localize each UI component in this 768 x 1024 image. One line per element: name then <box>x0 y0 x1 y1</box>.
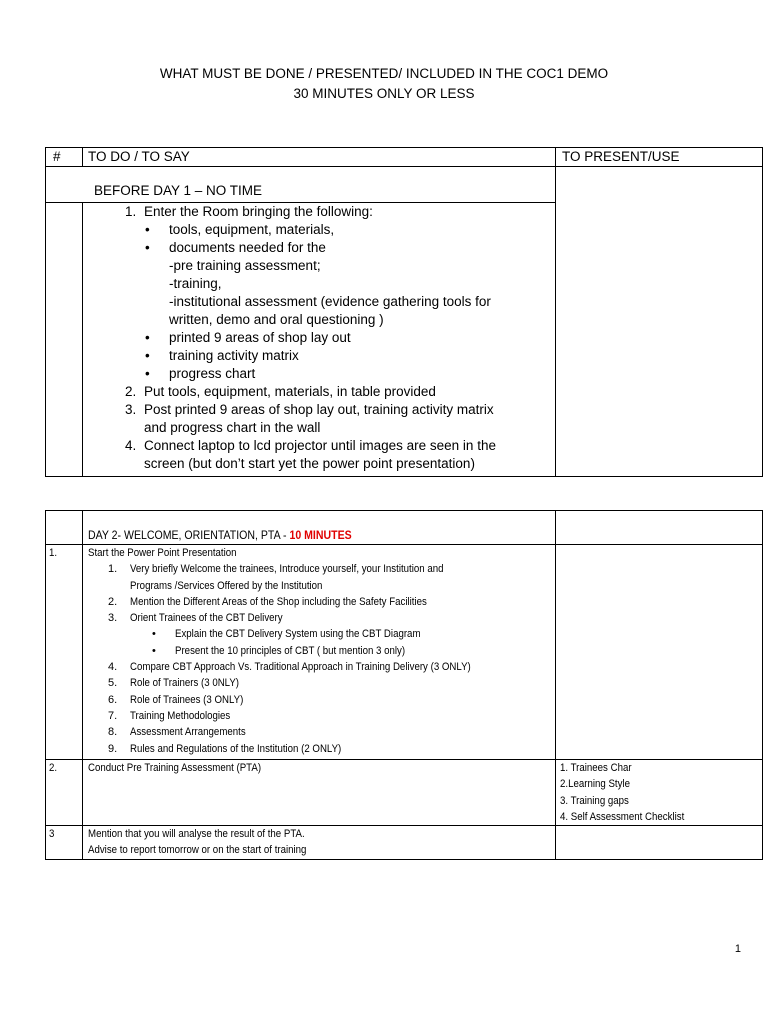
numbered-item <box>88 675 555 691</box>
item-number: 1. <box>108 563 118 576</box>
item-line <box>130 659 555 675</box>
col-header-present: TO PRESENT/USE <box>556 148 763 167</box>
row3-line <box>88 842 555 858</box>
row-num-1 <box>46 545 83 760</box>
item-line-text: Orient Trainees of the CBT Delivery <box>130 612 283 625</box>
row-num-2-text: 2. <box>49 762 58 774</box>
item-number: 3. <box>125 402 137 417</box>
bullet-item <box>83 347 555 365</box>
item-line <box>130 594 555 610</box>
row3-line-text: Mention that you will analyse the result of the PTA. <box>88 828 305 841</box>
row3-content <box>83 826 556 860</box>
present-cell-empty <box>556 826 763 860</box>
table-before-day1 <box>45 147 763 477</box>
item-line: and progress chart in the wall <box>144 420 321 435</box>
row-num-3 <box>46 826 83 860</box>
item-line <box>175 643 555 659</box>
section-before-day1: BEFORE DAY 1 – NO TIME <box>46 167 556 203</box>
bullet-icon: • <box>152 628 156 641</box>
item-line-text: Rules and Regulations of the Institution (2 ONLY) <box>130 742 342 755</box>
item-line: -pre training assessment; <box>169 258 321 273</box>
item-line-text: Role of Trainees (3 ONLY) <box>130 693 244 706</box>
item-line: -training, <box>169 276 222 291</box>
item-line: Put tools, equipment, materials, in table provided <box>144 384 436 399</box>
item-line: Post printed 9 areas of shop lay out, training activity matrix <box>144 402 494 417</box>
bullet-icon: • <box>145 240 150 255</box>
item-line <box>130 675 555 691</box>
item-line <box>130 610 555 626</box>
numbered-item <box>88 741 555 757</box>
item-number: 9. <box>108 742 118 755</box>
item-number: 5. <box>108 677 118 690</box>
col-header-todo: TO DO / TO SAY <box>83 148 556 167</box>
item-line: Enter the Room bringing the following: <box>144 204 373 219</box>
item-line-text: Assessment Arrangements <box>130 726 246 739</box>
present-item <box>560 760 762 776</box>
doc-title-line1: WHAT MUST BE DONE / PRESENTED/ INCLUDED IN THE COC1 DEMO <box>159 66 609 81</box>
numbered-item <box>88 659 555 675</box>
item-number: 6. <box>108 693 118 706</box>
bullet-item <box>83 329 555 347</box>
item-line <box>130 578 555 594</box>
num-cell-empty <box>46 511 83 545</box>
row3-line <box>88 826 555 842</box>
doc-title-line2: 30 MINUTES ONLY OR LESS <box>293 86 475 101</box>
item-line: -institutional assessment (evidence gathering tools for <box>169 294 491 309</box>
item-line: written, demo and oral questioning ) <box>169 312 384 327</box>
day2-header-text: DAY 2- WELCOME, ORIENTATION, PTA - <box>88 528 290 542</box>
day2-header <box>83 511 556 545</box>
present-item <box>560 809 762 825</box>
item-line <box>130 724 555 740</box>
bullet-icon: • <box>145 366 150 381</box>
item-line: progress chart <box>169 366 256 381</box>
bullet-item <box>88 643 555 659</box>
col-header-num: # <box>46 148 83 167</box>
numbered-item <box>88 692 555 708</box>
row2-present <box>556 760 763 826</box>
numbered-item <box>88 610 555 626</box>
item-line <box>130 708 555 724</box>
day2-header-minutes: 10 MINUTES <box>289 528 352 542</box>
present-cell-empty <box>556 167 763 477</box>
numbered-item <box>83 437 555 473</box>
item-line <box>130 561 555 577</box>
item-line-text: Training Methodologies <box>130 709 231 722</box>
item-line-text: Programs /Services Offered by the Institution <box>130 579 323 592</box>
present-cell-empty <box>556 545 763 760</box>
item-line <box>130 692 555 708</box>
item-line-text: Very briefly Welcome the trainees, Introduce yourself, your Institution and <box>130 563 444 576</box>
item-line-text: Role of Trainers (3 0NLY) <box>130 677 240 690</box>
item-number: 3. <box>108 612 118 625</box>
row2-text: Conduct Pre Training Assessment (PTA) <box>88 762 262 774</box>
numbered-item <box>88 724 555 740</box>
numbered-item <box>88 594 555 610</box>
item-number: 2. <box>108 595 118 608</box>
row1-lead: Start the Power Point Presentation <box>88 547 237 559</box>
item-line: screen (but don’t start yet the power point presentation) <box>144 456 475 471</box>
item-line <box>130 741 555 757</box>
item-number: 4. <box>125 438 137 453</box>
num-cell-empty <box>46 203 83 477</box>
item-line-text: Explain the CBT Delivery System using the CBT Diagram <box>175 628 421 641</box>
bullet-icon: • <box>145 348 150 363</box>
present-item-text: 2.Learning Style <box>560 778 630 791</box>
item-number: 2. <box>125 384 137 399</box>
numbered-item <box>83 383 555 401</box>
row-num-3-text: 3 <box>49 828 55 841</box>
bullet-icon: • <box>152 644 156 657</box>
present-item-text: 3. Training gaps <box>560 794 629 807</box>
item-line: Connect laptop to lcd projector until images are seen in the <box>144 438 496 453</box>
item-line-text: Compare CBT Approach Vs. Traditional Approach in Training Delivery (3 ONLY) <box>130 661 471 674</box>
numbered-item <box>83 401 555 437</box>
bullet-item <box>83 365 555 383</box>
item-line: printed 9 areas of shop lay out <box>169 330 351 345</box>
present-item-text: 1. Trainees Char <box>560 762 632 774</box>
item-line: documents needed for the <box>169 240 326 255</box>
row-num-2 <box>46 760 83 826</box>
item-line: tools, equipment, materials, <box>169 222 335 237</box>
item-line-text: Mention the Different Areas of the Shop including the Safety Facilities <box>130 595 427 608</box>
bullet-item <box>88 626 555 642</box>
bullet-item <box>83 239 555 329</box>
item-line-text: Present the 10 principles of CBT ( but mention 3 only) <box>175 644 406 657</box>
numbered-item <box>88 561 555 594</box>
item-number: 7. <box>108 709 118 722</box>
item-number: 1. <box>125 204 137 219</box>
before-day1-list <box>83 203 556 477</box>
row3-line-text: Advise to report tomorrow or on the start of training <box>88 844 307 857</box>
item-line: training activity matrix <box>169 348 299 363</box>
present-item <box>560 793 762 809</box>
numbered-item <box>83 203 555 221</box>
item-number: 8. <box>108 726 118 739</box>
present-cell-empty <box>556 511 763 545</box>
item-number: 4. <box>108 661 118 674</box>
bullet-icon: • <box>145 222 150 237</box>
table-day2 <box>45 510 763 860</box>
row2-content <box>83 760 556 826</box>
page-number: 1 <box>734 943 741 955</box>
row1-content <box>83 545 556 760</box>
present-item-text: 4. Self Assessment Checklist <box>560 810 685 823</box>
row-num-1-text: 1. <box>49 547 58 559</box>
present-item <box>560 776 762 792</box>
numbered-item <box>88 708 555 724</box>
item-line <box>175 626 555 642</box>
bullet-icon: • <box>145 330 150 345</box>
bullet-item <box>83 221 555 239</box>
